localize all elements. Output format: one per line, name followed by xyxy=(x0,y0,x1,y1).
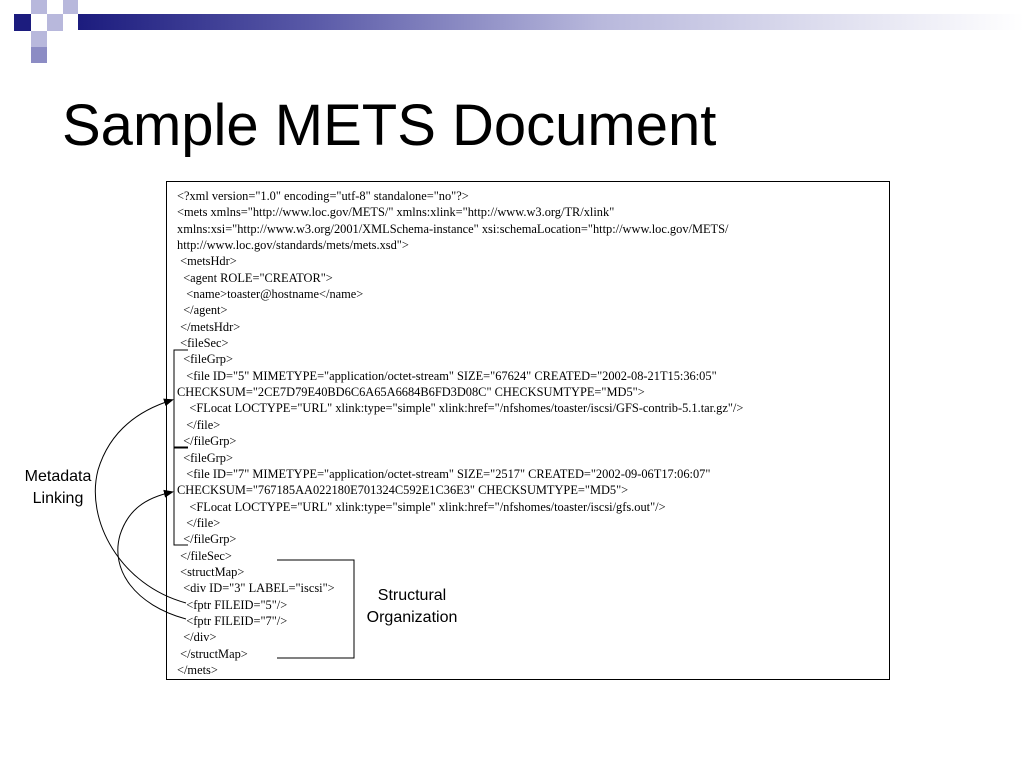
slide-title: Sample METS Document xyxy=(62,93,717,158)
code-line: <structMap> xyxy=(177,564,245,579)
metadata-linking-line-2: Linking xyxy=(32,490,84,507)
code-line: </fileSec> xyxy=(177,548,232,563)
code-line: <fileGrp> xyxy=(177,352,233,367)
code-line: </agent> xyxy=(177,303,228,318)
code-line: <name>toaster@hostname</name> xyxy=(177,287,364,302)
code-line: <metsHdr> xyxy=(177,254,237,269)
code-line: <mets xmlns="http://www.loc.gov/METS/" xmlns:xlink="http://www.w3.org/TR/xlink" xyxy=(177,205,615,220)
code-line: </file> xyxy=(177,417,221,432)
structural-organization-label xyxy=(350,585,474,629)
code-line: http://www.loc.gov/standards/mets/mets.xsd"> xyxy=(177,238,409,253)
code-line: </structMap> xyxy=(177,646,248,661)
code-line: <FLocat LOCTYPE="URL" xlink:type="simple" xlink:href="/nfshomes/toaster/iscsi/GFS-contrib-5.1.tar.gz"/> xyxy=(177,401,744,416)
metadata-linking-line-1: Metadata xyxy=(24,468,92,485)
structmap-bracket xyxy=(277,560,354,658)
code-line: <FLocat LOCTYPE="URL" xlink:type="simple" xlink:href="/nfshomes/toaster/iscsi/gfs.out"/> xyxy=(177,499,666,514)
code-line: <fptr FILEID="7"/> xyxy=(177,613,288,628)
link-arrow-fileid-5 xyxy=(95,400,186,603)
code-line: </mets> xyxy=(177,662,218,677)
code-line: <fileGrp> xyxy=(177,450,233,465)
code-line: <fptr FILEID="5"/> xyxy=(177,597,288,612)
code-line: <file ID="7" MIMETYPE="application/octet-stream" SIZE="2517" CREATED="2002-09-06T17:06:07" xyxy=(177,466,711,481)
code-line: <div ID="3" LABEL="iscsi"> xyxy=(177,581,335,596)
code-line: </fileGrp> xyxy=(177,434,237,449)
code-line: CHECKSUM="2CE7D79E40BD6C6A65A6684B6FD3D08C" CHECKSUMTYPE="MD5"> xyxy=(177,385,645,400)
filegrp-bracket-2 xyxy=(174,448,188,545)
structural-organization-line-1: Structural xyxy=(377,587,447,604)
code-line: xmlns:xsi="http://www.w3.org/2001/XMLSchema-instance" xsi:schemaLocation="http://www.loc.gov/METS/ xyxy=(177,221,729,236)
metadata-linking-label xyxy=(10,466,106,510)
code-line: <?xml version="1.0" encoding="utf-8" standalone="no"?> xyxy=(177,189,469,203)
structural-organization-line-2: Organization xyxy=(366,609,458,626)
code-line: <file ID="5" MIMETYPE="application/octet-stream" SIZE="67624" CREATED="2002-08-21T15:36:05" xyxy=(177,368,717,383)
code-line: <agent ROLE="CREATOR"> xyxy=(177,270,333,285)
code-line: </file> xyxy=(177,515,221,530)
code-line: <fileSec> xyxy=(177,336,229,351)
code-line: </div> xyxy=(177,630,217,645)
code-line: CHECKSUM="767185AA022180E701324C592E1C36E3" CHECKSUMTYPE="MD5"> xyxy=(177,483,629,498)
code-line: </metsHdr> xyxy=(177,319,241,334)
filegrp-bracket-1 xyxy=(174,350,188,447)
code-line: </fileGrp> xyxy=(177,532,237,547)
